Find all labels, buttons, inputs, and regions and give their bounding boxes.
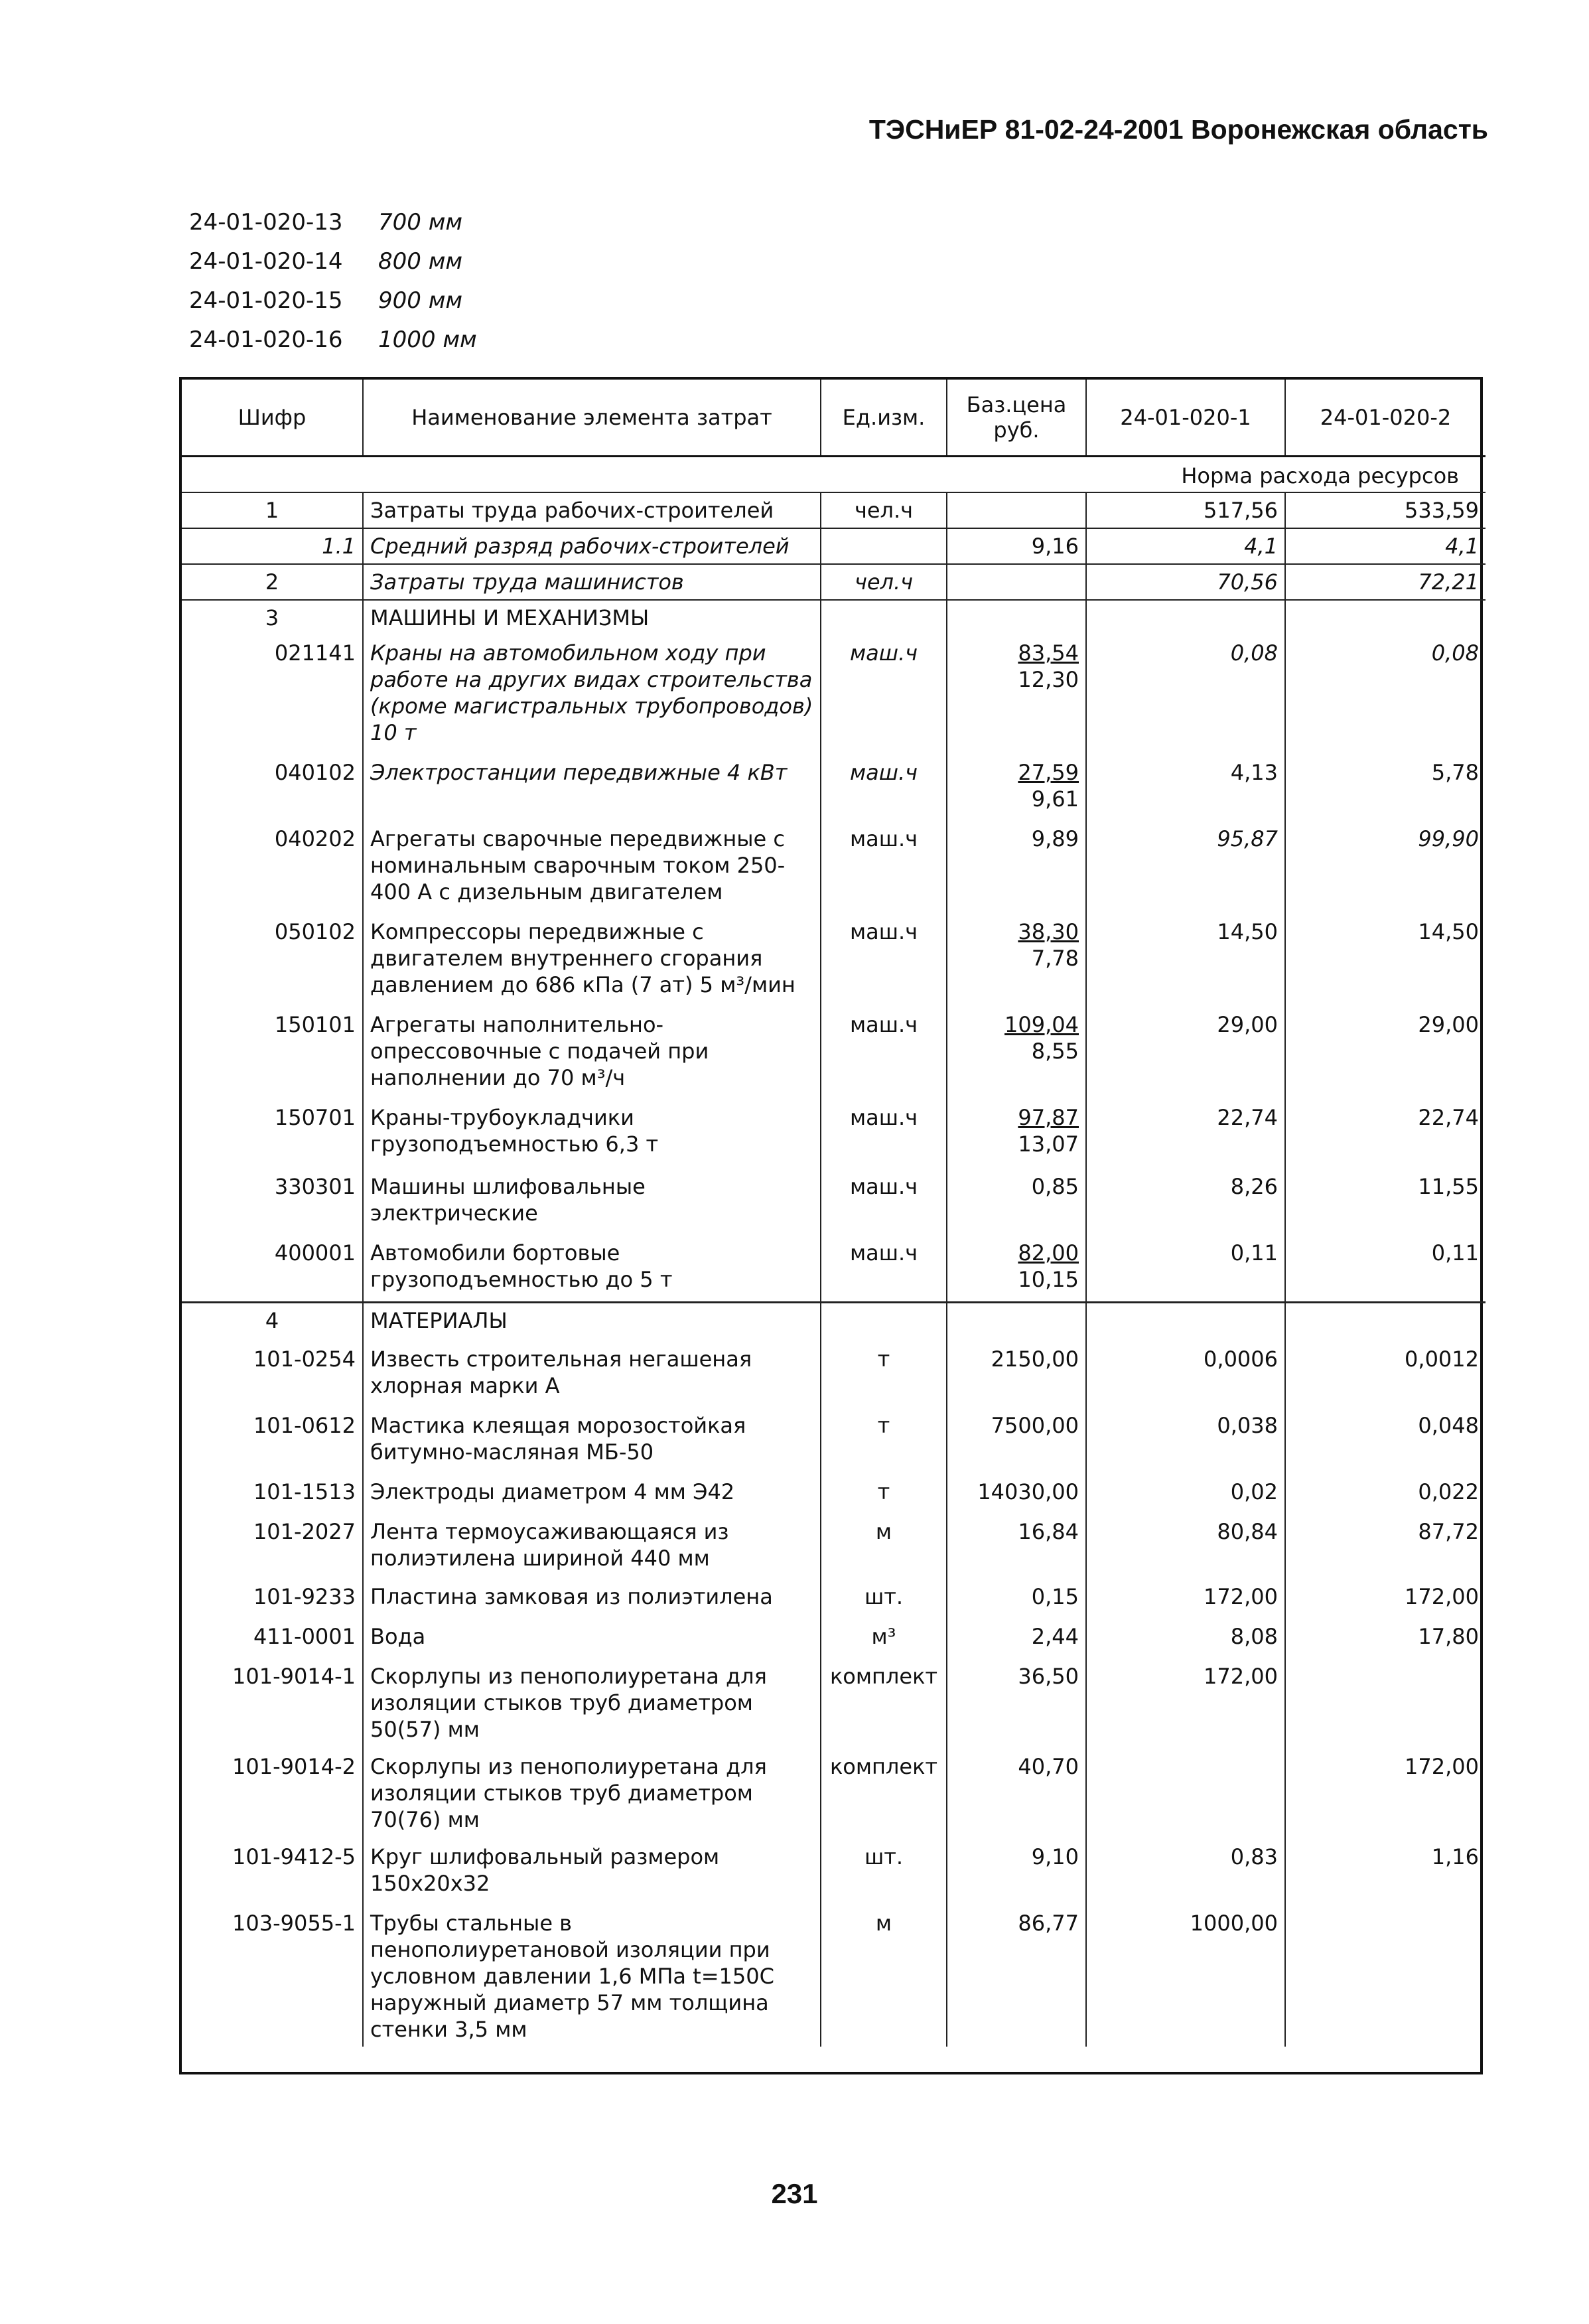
cell-value-1: 95,87 [1086,822,1285,914]
table-row [182,914,1485,1007]
header-name: Наименование элемента затрат [363,380,821,457]
resource-table-frame [179,377,1483,2074]
cell-name: Компрессоры передвижные с двигателем внутреннего сгорания давлением до 686 кПа (7 ат) 5 м³/мин [363,914,821,1007]
cell-name: Вода [363,1619,821,1659]
price-value: 14030,00 [977,1479,1079,1504]
cell-value-1: 70,56 [1086,564,1285,600]
code-list [189,202,477,359]
cell-code: 1.1 [182,528,363,564]
table-row [182,1906,1485,2047]
table-row [182,600,1485,636]
table-row [182,636,1485,755]
cell-price [947,1659,1086,1749]
cell-value-2: 17,80 [1285,1619,1485,1659]
price-value-secondary: 7,78 [1031,946,1079,971]
cell-price [947,1408,1086,1475]
cell-name: Круг шлифовальный размером 150х20х32 [363,1840,821,1906]
cell-name: Лента термоусаживающаяся из полиэтилена шириной 440 мм [363,1514,821,1579]
cell-empty [947,1302,1086,1342]
cell-value-2: 0,022 [1285,1475,1485,1514]
cell-unit: шт. [821,1579,947,1619]
cell-code: 101-0254 [253,1346,356,1372]
cell-price [947,822,1086,914]
cell-empty [947,600,1086,636]
cell-code: 150701 [274,1105,356,1130]
header-code: Шифр [182,380,363,457]
cell-price [947,492,1086,528]
cell-unit [821,528,947,564]
cell-price [947,564,1086,600]
cell-value-2: 11,55 [1285,1169,1485,1236]
cell-value-2: 4,1 [1285,528,1485,564]
cell-value-2: 14,50 [1285,914,1485,1007]
cell-empty [821,600,947,636]
cell-value-1: 1000,00 [1086,1906,1285,2047]
cell-value-2: 22,74 [1285,1100,1485,1169]
cell-empty [1086,1302,1285,1342]
cell-value-2 [1285,1659,1485,1749]
code-list-size: 800 мм [378,248,463,275]
cell-value-1: 14,50 [1086,914,1285,1007]
cell-price [947,1579,1086,1619]
cell-code: 101-9014-2 [232,1754,356,1779]
norm-label: Норма расхода ресурсов [1181,463,1459,488]
code-list-size: 700 мм [378,208,463,236]
table-row [182,822,1485,914]
code-list-item [189,281,477,320]
cell-unit: маш.ч [821,1169,947,1236]
cell-unit: маш.ч [821,914,947,1007]
cell-price [947,1475,1086,1514]
cell-name: Краны-трубоукладчики грузоподъемностью 6,3 т [363,1100,821,1169]
cell-price [947,1007,1086,1100]
cell-unit: маш.ч [821,636,947,755]
code-list-item [189,202,477,242]
cell-price [947,1236,1086,1302]
cell-code: 2 [182,564,363,600]
code-list-code: 24-01-020-13 [189,208,343,236]
cell-value-2: 5,78 [1285,755,1485,822]
cell-price [947,1342,1086,1408]
cell-name: Скорлупы из пенополиуретана для изоляции стыков труб диаметром 70(76) мм [363,1749,821,1840]
price-value: 7500,00 [991,1413,1079,1438]
cell-value-1: 0,11 [1086,1236,1285,1302]
price-value-secondary: 12,30 [1018,667,1079,692]
cell-unit: маш.ч [821,1100,947,1169]
cell-code: 021141 [274,640,356,666]
table-row [182,1007,1485,1100]
cell-value-2: 29,00 [1285,1007,1485,1100]
cell-code: 050102 [274,919,356,944]
table-row [182,1840,1485,1906]
cell-unit: чел.ч [821,564,947,600]
cell-unit: маш.ч [821,822,947,914]
cell-empty [821,1302,947,1342]
cell-code: 103-9055-1 [232,1911,356,1936]
cell-name: Машины шлифовальные электрические [363,1169,821,1236]
cell-unit: комплект [821,1749,947,1840]
table-row [182,1408,1485,1475]
cell-value-2: 1,16 [1285,1840,1485,1906]
cell-empty [1086,600,1285,636]
cell-price [947,1906,1086,2047]
cell-name: Трубы стальные в пенополиуретановой изоляции при условном давлении 1,6 МПа t=150С наружный диаметр 57 мм толщина стенки 3,5 мм [363,1906,821,2047]
cell-name: Электроды диаметром 4 мм Э42 [363,1475,821,1514]
price-value: 9,10 [1031,1844,1079,1869]
cell-name: Средний разряд рабочих-строителей [363,528,821,564]
cell-value-2 [1285,1906,1485,2047]
cell-unit: м³ [821,1619,947,1659]
header-unit: Ед.изм. [821,380,947,457]
cell-price [947,1514,1086,1579]
cell-unit: маш.ч [821,1236,947,1302]
code-list-code: 24-01-020-14 [189,248,343,275]
cell-name: Мастика клеящая морозостойкая битумно-масляная МБ-50 [363,1408,821,1475]
cell-unit: чел.ч [821,492,947,528]
cell-price [947,528,1086,564]
header-price-line1: Баз.цена [966,392,1067,417]
table-row [182,1100,1485,1169]
cell-value-1: 0,038 [1086,1408,1285,1475]
price-value: 86,77 [1018,1911,1079,1936]
page-header-title: ТЭСНиЕР 81-02-24-2001 Воронежская область [868,114,1488,145]
code-list-size: 900 мм [378,287,463,314]
norm-label-cell [182,457,1485,493]
cell-value-1: 4,13 [1086,755,1285,822]
price-value: 0,15 [1031,1584,1079,1609]
cell-name: Пластина замковая из полиэтилена [363,1579,821,1619]
cell-code: 411-0001 [253,1624,356,1649]
table-row [182,1579,1485,1619]
cell-price [947,636,1086,755]
table-row [182,755,1485,822]
cell-value-1: 0,08 [1086,636,1285,755]
code-list-item [189,320,477,359]
price-value: 2,44 [1031,1624,1079,1649]
price-value-secondary: 13,07 [1018,1131,1079,1157]
cell-value-1: 8,08 [1086,1619,1285,1659]
cell-code: 101-9014-1 [232,1664,356,1689]
code-list-code: 24-01-020-15 [189,287,343,314]
cell-code: 1 [182,492,363,528]
cell-name: Электростанции передвижные 4 кВт [363,755,821,822]
cell-name: Краны на автомобильном ходу при работе на других видах строительства (кроме магистральных трубопроводов) 10 т [363,636,821,755]
cell-value-2: 533,59 [1285,492,1485,528]
table-row [182,1302,1485,1342]
cell-value-2: 172,00 [1285,1749,1485,1840]
cell-value-1: 29,00 [1086,1007,1285,1100]
cell-name: Затраты труда рабочих-строителей [363,492,821,528]
header-col1: 24-01-020-1 [1086,380,1285,457]
table-row [182,492,1485,528]
price-value: 27,59 [1018,760,1079,785]
cell-code: 330301 [274,1174,356,1199]
cell-code: 400001 [182,1236,363,1302]
table-row [182,1342,1485,1408]
price-value: 40,70 [1018,1754,1079,1779]
cell-unit: т [821,1475,947,1514]
cell-value-1: 0,02 [1086,1475,1285,1514]
header-col2: 24-01-020-2 [1285,380,1485,457]
price-value: 82,00 [1018,1240,1079,1266]
table-row [182,1169,1485,1236]
table-row [182,1659,1485,1749]
cell-unit: маш.ч [821,755,947,822]
cell-value-1: 172,00 [1086,1659,1285,1749]
section-title: МАТЕРИАЛЫ [363,1302,821,1342]
cell-code: 101-9412-5 [232,1844,356,1869]
price-value-secondary: 9,61 [1031,786,1079,812]
cell-unit: шт. [821,1840,947,1906]
cell-value-2: 0,08 [1285,636,1485,755]
cell-empty [1285,600,1485,636]
cell-unit: м [821,1514,947,1579]
cell-price [947,1840,1086,1906]
cell-unit: маш.ч [821,1007,947,1100]
cell-name: Затраты труда машинистов [363,564,821,600]
code-list-size: 1000 мм [378,326,477,353]
table-body [182,457,1485,2047]
cell-value-2: 0,11 [1285,1236,1485,1302]
cell-code: 101-9233 [253,1584,356,1609]
cell-value-1: 172,00 [1086,1579,1285,1619]
cell-unit: т [821,1342,947,1408]
cell-value-1: 80,84 [1086,1514,1285,1579]
table-row [182,1236,1485,1302]
cell-unit: комплект [821,1659,947,1749]
price-value: 38,30 [1018,919,1079,944]
header-price-line2: руб. [993,417,1040,443]
cell-name: Автомобили бортовые грузоподъемностью до 5 т [363,1236,821,1302]
price-value: 36,50 [1018,1664,1079,1689]
cell-value-2: 172,00 [1285,1579,1485,1619]
price-value: 83,54 [1018,640,1079,666]
cell-price [947,1100,1086,1169]
cell-name: Скорлупы из пенополиуретана для изоляции стыков труб диаметром 50(57) мм [363,1659,821,1749]
cell-price [947,1619,1086,1659]
table-row [182,528,1485,564]
cell-value-1: 4,1 [1086,528,1285,564]
cell-value-1: 22,74 [1086,1100,1285,1169]
cell-value-1 [1086,1749,1285,1840]
table-row [182,1514,1485,1579]
cell-code: 040102 [274,760,356,785]
table-row [182,1619,1485,1659]
cell-name: Известь строительная негашеная хлорная марки А [363,1342,821,1408]
cell-value-2: 0,048 [1285,1408,1485,1475]
cell-code: 040202 [274,826,356,851]
table-row [182,564,1485,600]
cell-price [947,914,1086,1007]
cell-value-2: 0,0012 [1285,1342,1485,1408]
price-value-secondary: 10,15 [1018,1267,1079,1292]
cell-code: 3 [265,605,279,630]
price-value: 97,87 [1018,1105,1079,1130]
norm-row [182,457,1485,493]
price-value: 0,85 [1031,1174,1079,1199]
cell-value-1: 8,26 [1086,1169,1285,1236]
price-value: 9,16 [1031,534,1079,559]
cell-value-2: 72,21 [1285,564,1485,600]
cell-value-2: 87,72 [1285,1514,1485,1579]
cell-code: 150101 [274,1012,356,1037]
cell-unit: м [821,1906,947,2047]
code-list-item [189,242,477,281]
section-title: МАШИНЫ И МЕХАНИЗМЫ [363,600,821,636]
cell-code: 101-2027 [253,1519,356,1544]
cell-price [947,755,1086,822]
table-row [182,1749,1485,1840]
cell-code: 4 [182,1302,363,1342]
table-header-row [182,380,1485,457]
header-price [947,380,1086,457]
cell-price [947,1169,1086,1236]
price-value: 109,04 [1004,1012,1079,1037]
cell-value-2: 99,90 [1285,822,1485,914]
table-row [182,1475,1485,1514]
cell-name: Агрегаты наполнительно-опрессовочные с подачей при наполнении до 70 м³/ч [363,1007,821,1100]
page-number: 231 [771,2178,818,2209]
cell-price [947,1749,1086,1840]
cell-value-1: 517,56 [1086,492,1285,528]
code-list-code: 24-01-020-16 [189,326,343,353]
cell-code: 101-1513 [253,1479,356,1504]
cell-value-1: 0,0006 [1086,1342,1285,1408]
price-value-secondary: 8,55 [1031,1039,1079,1064]
cell-value-1: 0,83 [1086,1840,1285,1906]
cell-name: Агрегаты сварочные передвижные с номинальным сварочным током 250-400 А с дизельным двигателем [363,822,821,914]
cell-code: 101-0612 [253,1413,356,1438]
cell-unit: т [821,1408,947,1475]
cell-empty [1285,1302,1485,1342]
price-value: 9,89 [1031,826,1079,851]
price-value: 2150,00 [991,1346,1079,1372]
price-value: 16,84 [1018,1519,1079,1544]
resource-table [182,380,1485,2047]
